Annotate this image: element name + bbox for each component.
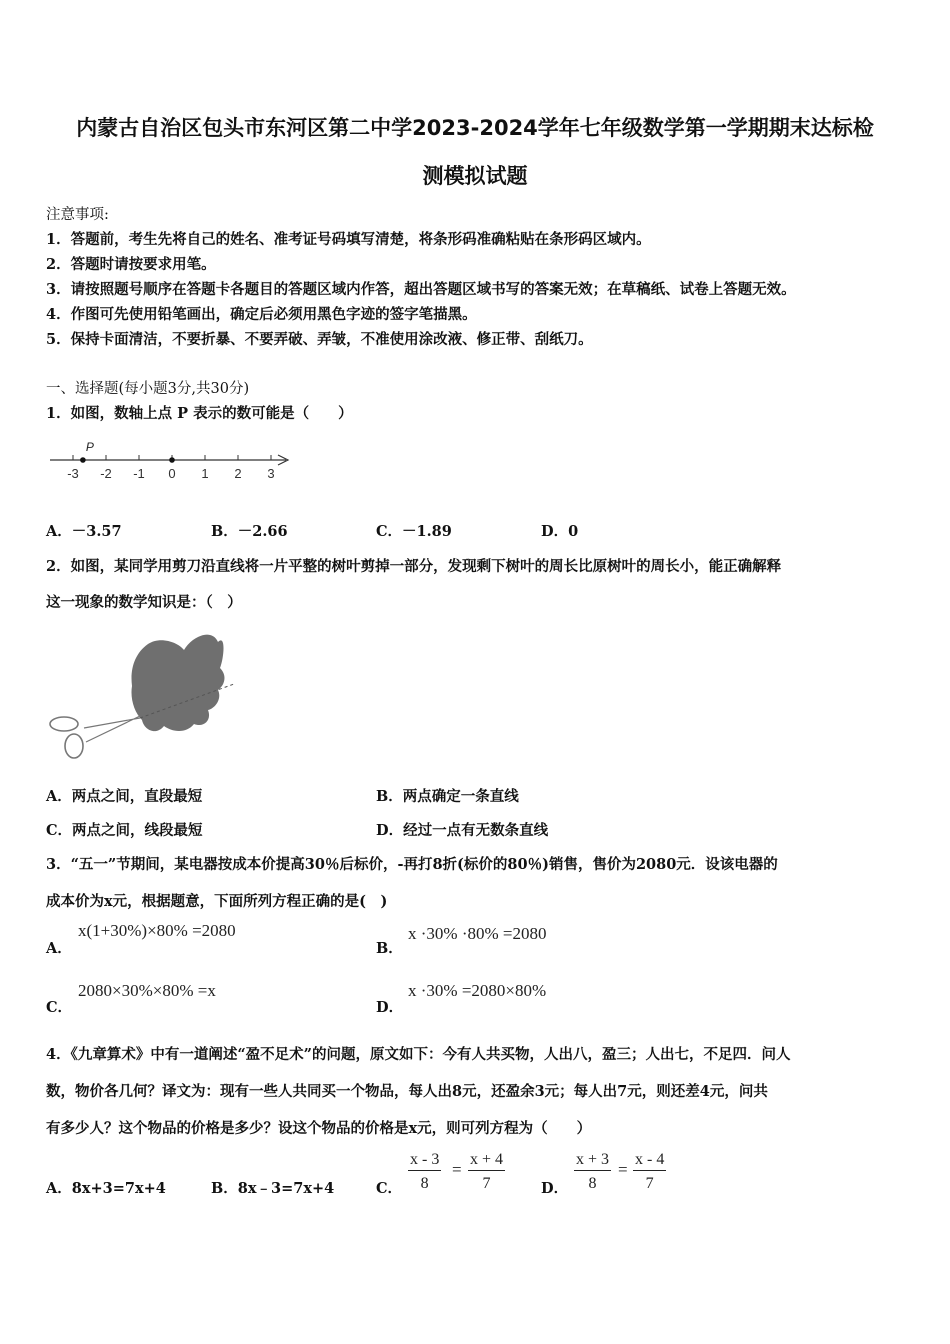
section-heading: 一、选择题(每小题3分,共30分) bbox=[46, 381, 250, 397]
q4-option-d-fraction-right bbox=[633, 1151, 666, 1193]
q4-option-a: A．8x+3=7x+4 bbox=[46, 1180, 166, 1197]
point-p-marker bbox=[80, 457, 86, 463]
q3-option-b-label: B． bbox=[376, 940, 403, 957]
q2-stem-line-1: 2．如图，某同学用剪刀沿直线将一片平整的树叶剪掉一部分，发现剩下树叶的周长比原树叶的周长小，能正确解释 bbox=[46, 558, 782, 575]
q4-stem-line-2: 数，物价各几何？译文为：现有一些人共同买一个物品，每人出8元，还盈余3元；每人出7元，则还差4元，问共 bbox=[46, 1083, 768, 1100]
notice-item-1: 1．答题前，考生先将自己的姓名、准考证号码填写清楚，将条形码准确粘贴在条形码区域内。 bbox=[46, 231, 651, 248]
q4-d-denominator-left: 8 bbox=[588, 1175, 597, 1192]
q4-c-denominator-right: 7 bbox=[482, 1175, 491, 1192]
origin-marker bbox=[169, 457, 175, 463]
number-line-tick-label: -3 bbox=[67, 466, 79, 481]
number-line-tick-label: 0 bbox=[168, 466, 176, 481]
point-p-label: P bbox=[85, 440, 94, 454]
q4-d-numerator-right: x - 4 bbox=[633, 1151, 666, 1171]
q4-option-d-label: D． bbox=[541, 1180, 569, 1197]
number-line-tick-label: 3 bbox=[267, 466, 275, 481]
leaf-shape bbox=[131, 635, 224, 731]
q4-d-equals: = bbox=[618, 1160, 628, 1179]
q4-stem-line-3: 有多少人？这个物品的价格是多少？设这个物品的价格是x元，则可列方程为（ ） bbox=[46, 1120, 592, 1137]
q4-d-denominator-right: 7 bbox=[645, 1175, 654, 1192]
number-line-figure bbox=[46, 436, 296, 484]
q4-option-d-fraction-left bbox=[574, 1151, 611, 1193]
page-title-line-2: 测模拟试题 bbox=[422, 164, 528, 188]
scissors-handle-lower bbox=[65, 734, 83, 758]
q3-stem-line-1: 3．“五一”节期间，某电器按成本价提高30％后标价，-再打8折(标价的80％)销售，售价为2080元．设该电器的 bbox=[46, 856, 778, 873]
q2-option-a: A．两点之间，直段最短 bbox=[46, 788, 203, 805]
q4-option-c-fraction-right bbox=[468, 1151, 505, 1193]
number-line-tick-label: -2 bbox=[100, 466, 112, 481]
q3-option-a-formula: x(1+30%)×80% =2080 bbox=[78, 921, 236, 940]
q1-option-b: B．－2.66 bbox=[211, 523, 288, 540]
notice-item-2: 2．答题时请按要求用笔。 bbox=[46, 256, 216, 273]
notice-item-4: 4．作图可先使用铅笔画出，确定后必须用黑色字迹的签字笔描黑。 bbox=[46, 306, 477, 323]
notice-item-3: 3．请按照题号顺序在答题卡各题目的答题区域内作答，超出答题区域书写的答案无效；在草稿纸、试卷上答题无效。 bbox=[46, 281, 796, 298]
q1-option-d: D．0 bbox=[541, 523, 579, 540]
q4-c-equals: = bbox=[452, 1160, 462, 1179]
q3-option-c-label: C． bbox=[46, 999, 73, 1016]
scissors-blades bbox=[84, 716, 140, 742]
q4-stem-line-1: 4．《九章算术》中有一道阐述“盈不足术”的问题，原文如下：今有人共买物，人出八，盈三；人出七，不足四．问人 bbox=[46, 1046, 791, 1063]
q1-stem: 1．如图，数轴上点 P 表示的数可能是（ ） bbox=[46, 405, 353, 422]
q4-option-c-label: C． bbox=[376, 1180, 403, 1197]
number-line-tick-label: 1 bbox=[201, 466, 209, 481]
q4-option-c-fraction-left bbox=[408, 1151, 441, 1193]
q3-option-a-label: A． bbox=[46, 940, 72, 957]
notice-heading: 注意事项: bbox=[46, 207, 109, 223]
q2-option-d: D．经过一点有无数条直线 bbox=[376, 822, 549, 839]
q3-stem-line-2: 成本价为x元，根据题意，下面所列方程正确的是( ) bbox=[46, 893, 388, 910]
q3-option-c-formula: 2080×30%×80% =x bbox=[78, 981, 216, 1000]
q1-option-c: C．－1.89 bbox=[376, 523, 452, 540]
q1-option-a: A．－3.57 bbox=[46, 523, 122, 540]
q2-option-c: C．两点之间，线段最短 bbox=[46, 822, 203, 839]
q3-option-d-formula: x ·30% =2080×80% bbox=[408, 981, 547, 1000]
number-line-tick-label: -1 bbox=[133, 466, 145, 481]
scissors-handle-upper bbox=[50, 717, 78, 731]
notice-item-5: 5．保持卡面清洁，不要折暴、不要弄破、弄皱，不准使用涂改液、修正带、刮纸刀。 bbox=[46, 331, 593, 348]
leaf-scissors-figure bbox=[44, 624, 244, 764]
q2-option-b: B．两点确定一条直线 bbox=[376, 788, 519, 805]
q3-option-d-label: D． bbox=[376, 999, 404, 1016]
number-line-tick-label: 2 bbox=[234, 466, 242, 481]
q4-c-denominator-left: 8 bbox=[420, 1175, 429, 1192]
q2-stem-line-2: 这一现象的数学知识是：（ ） bbox=[46, 594, 242, 611]
q4-c-numerator-right: x + 4 bbox=[468, 1151, 505, 1171]
q4-d-numerator-left: x + 3 bbox=[574, 1151, 611, 1171]
q3-option-b-formula: x ·30% ·80% =2080 bbox=[408, 924, 547, 943]
page-title-line-1: 内蒙古自治区包头市东河区第二中学2023-2024学年七年级数学第一学期期末达标检 bbox=[76, 116, 874, 140]
q4-c-numerator-left: x - 3 bbox=[408, 1151, 441, 1171]
q4-option-b: B．8x﹣3=7x+4 bbox=[211, 1180, 335, 1197]
